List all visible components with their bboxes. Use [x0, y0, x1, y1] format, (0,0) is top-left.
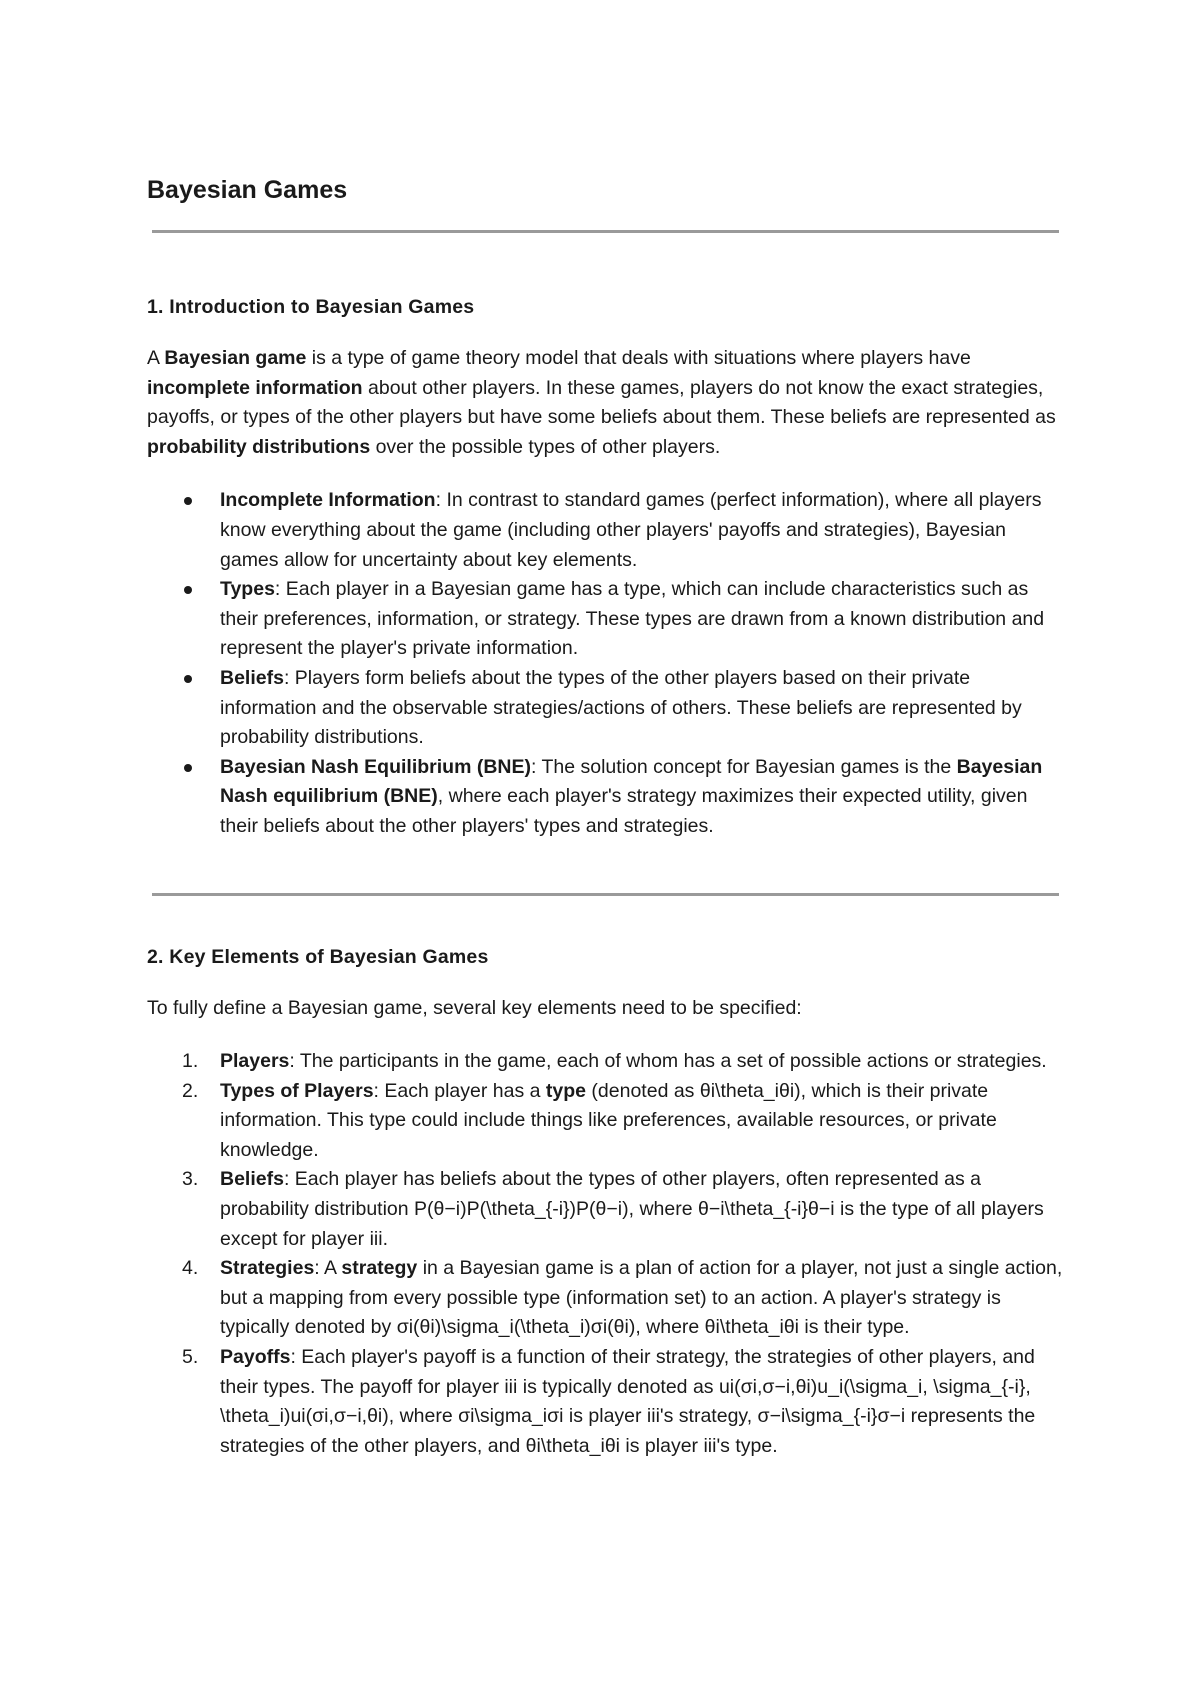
key-elements-numbered-list	[147, 1047, 1067, 1461]
intro-paragraph: A Bayesian game is a type of game theory model that deals with situations where players have incomplete information about other players. In these games, players do not know the exact strategies, payoffs, or types of the other players but have some beliefs about them. These beliefs are represented as probability distributions over the possible types of other players.	[147, 347, 1056, 458]
list-number: 2.	[182, 1079, 199, 1102]
list-item: 4. Strategies: A strategy in a Bayesian game is a plan of action for a player, not just a single action, but a mapping from every possible type (information set) to an action. A player's strategy is typically denoted by σi(θi)\sigma_i(\theta_i)σi(θi), where θi\theta_iθi is their type.	[147, 1254, 1067, 1343]
section-heading-introduction: 1. Introduction to Bayesian Games	[147, 296, 475, 318]
bullet-icon	[184, 497, 192, 505]
list-item: 1. Players: The participants in the game, each of whom has a set of possible actions or strategies.	[147, 1047, 1067, 1077]
section-heading-key-elements: 2. Key Elements of Bayesian Games	[147, 945, 489, 968]
list-number: 5.	[182, 1346, 199, 1369]
document-page	[147, 170, 1067, 1461]
key-elements-intro: To fully define a Bayesian game, several key elements need to be specified:	[147, 996, 802, 1019]
concept-bullet-list	[147, 486, 1067, 841]
bullet-icon	[184, 675, 192, 683]
list-item: 5. Payoffs: Each player's payoff is a function of their strategy, the strategies of other players, and their types. The payoff for player iii is typically denoted as ui(σi,σ−i,θi)u_i(\sigma_i, \sigma_{-i}, \theta_i)ui(σi,σ−i,θi), where σi\sigma_iσi is player iii's strategy, σ−i\sigma_{-i}σ−i represents the strategies of the other players, and θi\theta_iθi is player iii's type.	[147, 1343, 1067, 1461]
list-number: 1.	[182, 1050, 199, 1073]
list-item: Beliefs: Players form beliefs about the types of the other players based on their private information and the observable strategies/actions of others. These beliefs are represented by probability distributions.	[147, 664, 1067, 753]
document-title: Bayesian Games	[147, 176, 348, 204]
list-item: Types: Each player in a Bayesian game has a type, which can include characteristics such as their preferences, information, or strategy. These types are drawn from a known distribution and represent the player's private information.	[147, 575, 1067, 664]
bullet-icon	[184, 586, 192, 594]
list-item: Bayesian Nash Equilibrium (BNE): The solution concept for Bayesian games is the Bayesian Nash equilibrium (BNE), where each player's strategy maximizes their expected utility, given their beliefs about the other players' types and strategies.	[147, 753, 1067, 842]
list-item: 2. Types of Players: Each player has a type (denoted as θi\theta_iθi), which is their private information. This type could include things like preferences, available resources, or private knowledge.	[147, 1077, 1067, 1166]
list-item: 3. Beliefs: Each player has beliefs about the types of other players, often represented as a probability distribution P(θ−i)P(\theta_{-i})P(θ−i), where θ−i\theta_{-i}θ−i is the type of all players except for player iii.	[147, 1165, 1067, 1254]
list-number: 3.	[182, 1168, 199, 1191]
list-number: 4.	[182, 1257, 199, 1280]
list-item: Incomplete Information: In contrast to standard games (perfect information), where all players know everything about the game (including other players' payoffs and strategies), Bayesian games allow for uncertainty about key elements.	[147, 486, 1067, 575]
bullet-icon	[184, 764, 192, 772]
